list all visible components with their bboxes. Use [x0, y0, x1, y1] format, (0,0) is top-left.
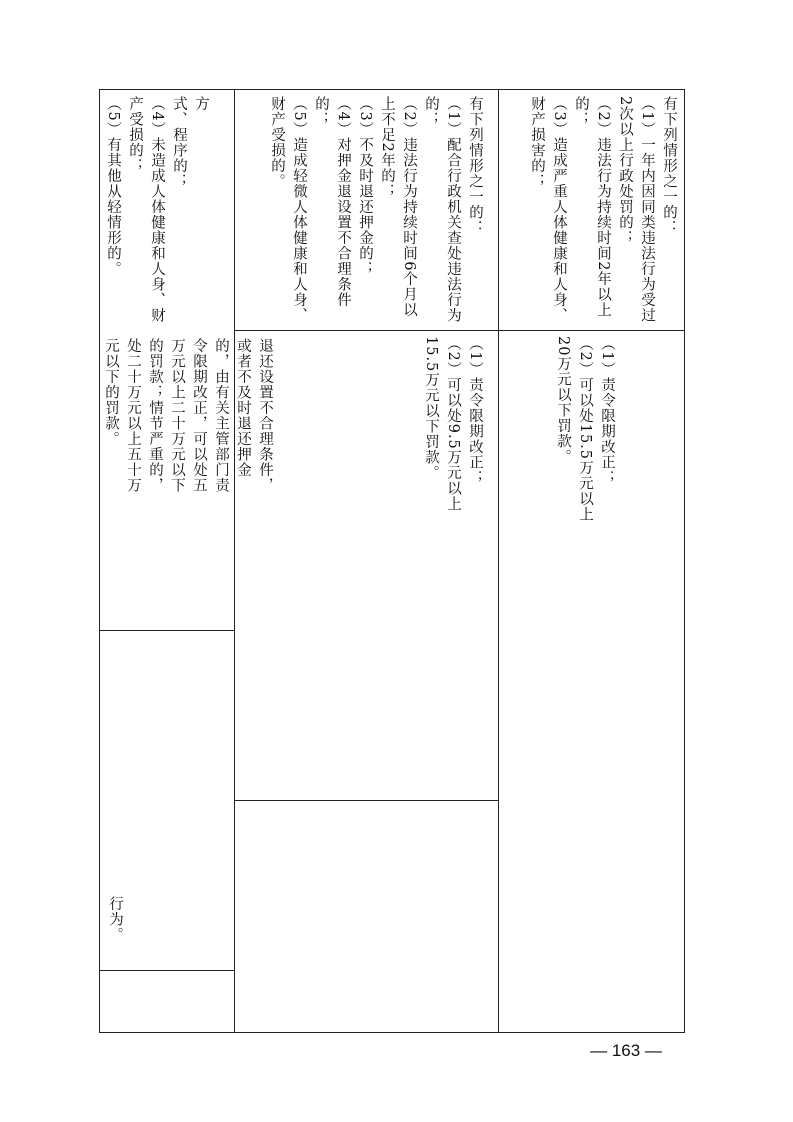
- light-penalty-text: （1）责令限期改正； （2）可以处9.5万元以上 15.5万元以下罚款。: [423, 336, 483, 512]
- table-divider: [234, 330, 684, 331]
- table-divider: [100, 630, 234, 631]
- behavior-text: 行为。: [107, 896, 123, 943]
- light-situation-text: 有下列情形之一的： （1）配合行政机关查处违法行为 的； （2）违法行为持续时间6个月以 上不足2年的； （3）不及时退还押金的； （4）对押金退设置不合理条件 的； （5）造成轻微人体健康和人身、 财产受损的。: [269, 96, 483, 324]
- table-divider: [234, 800, 499, 801]
- serious-situation-text: 有下列情形之一的： （1）一年内因同类违法行为受过 2次以上行政处罚的； （2）违法行为持续时间2年以上 的； （3）造成严重人体健康和人身、 财产损害的；: [529, 96, 677, 324]
- top-continuation-text: 方 式、程序的； （4）未造成人体健康和人身、财 产受损的； （5）有其他从轻情形的。: [105, 96, 209, 324]
- serious-penalty-text: （1）责令限期改正； （2）可以处15.5万元以上 20万元以下罚款。: [555, 336, 615, 523]
- page-number: — 163 —: [590, 1041, 662, 1060]
- table-divider: [100, 970, 234, 971]
- provision-text: 退还设置不合理条件， 或者不及时退还押金 的，由有关主管部门责 令限期改正，可以处五 万元以上二十万元以下 的罚款；情节严重的， 处二十万元以上五十万 元以下的罚款。: [103, 338, 273, 493]
- table-divider: [498, 90, 499, 1032]
- document-table: [99, 89, 685, 1033]
